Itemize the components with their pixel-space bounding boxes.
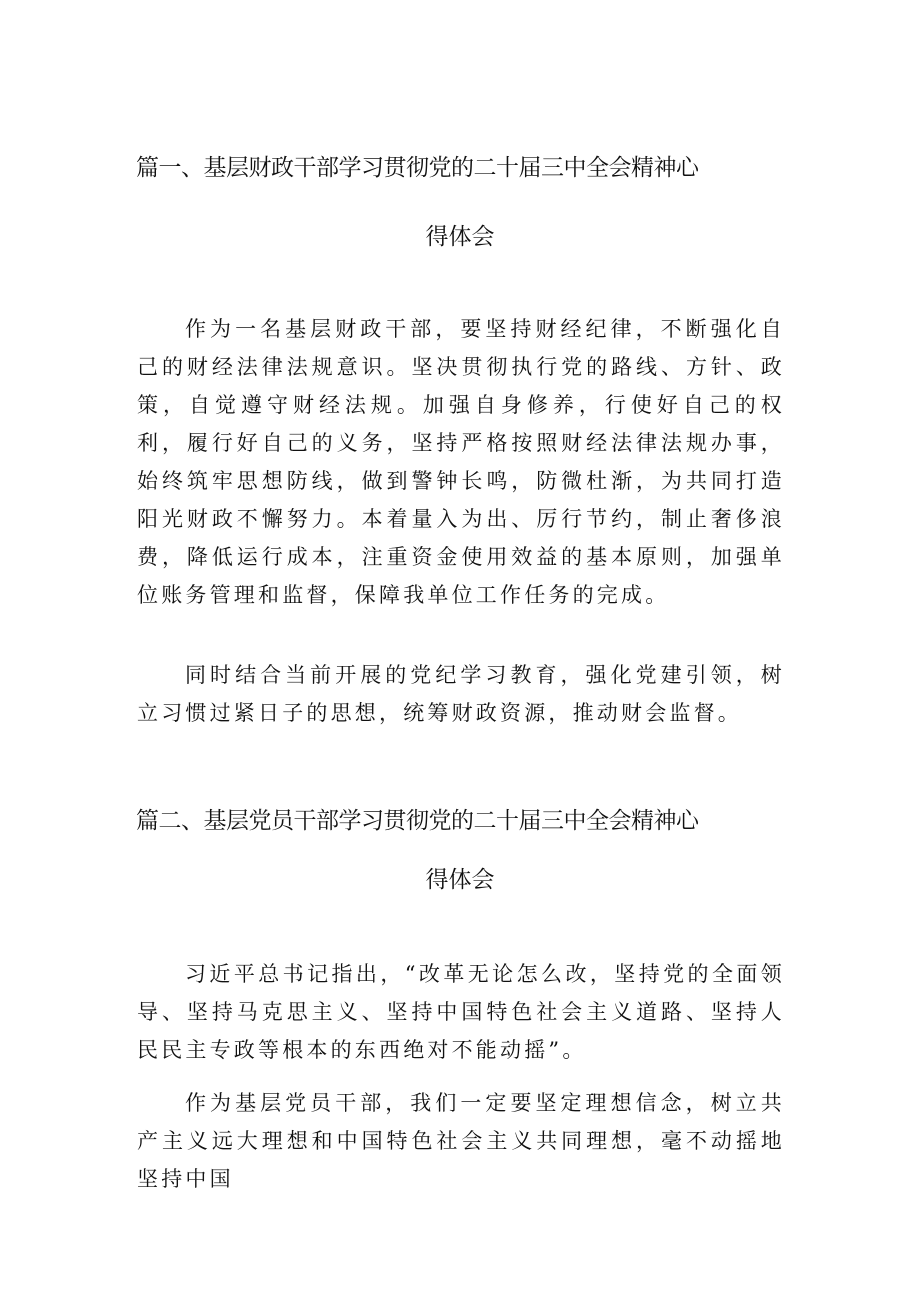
- section-1-title-line-2: 得体会: [425, 224, 495, 250]
- section-1-title-line-1: 篇一、基层财政干部学习贯彻党的二十届三中全会精神心: [136, 155, 699, 181]
- section-1-paragraph-2: 同时结合当前开展的党纪学习教育，强化党建引领，树立习惯过紧日子的思想，统筹财政资源，推动财会监督。: [137, 663, 785, 725]
- section-2-title-line-2: 得体会: [425, 867, 495, 893]
- section-2-paragraph-2: 作为基层党员干部，我们一定要坚定理想信念，树立共产主义远大理想和中国特色社会主义共同理想，毫不动摇地坚持中国: [137, 1091, 785, 1191]
- section-2-paragraph-1: 习近平总书记指出，“改革无论怎么改，坚持党的全面领导、坚持马克思主义、坚持中国特色社会主义道路、坚持人民民主专政等根本的东西绝对不能动摇”。: [137, 962, 785, 1062]
- section-2-title-line-1: 篇二、基层党员干部学习贯彻党的二十届三中全会精神心: [136, 808, 699, 834]
- section-1-paragraph-1: 作为一名基层财政干部，要坚持财经纪律，不断强化自己的财经法律法规意识。坚决贯彻执行党的路线、方针、政策，自觉遵守财经法规。加强自身修养，行使好自己的权利，履行好自己的义务，坚持严格按照财经法律法规办事，始终筑牢思想防线，做到警钟长鸣，防微杜渐，为共同打造阳光财政不懈努力。本着量入为出、厉行节约，制止奢侈浪费，降低运行成本，注重资金使用效益的基本原则，加强单位账务管理和监督，保障我单位工作任务的完成。: [137, 317, 785, 607]
